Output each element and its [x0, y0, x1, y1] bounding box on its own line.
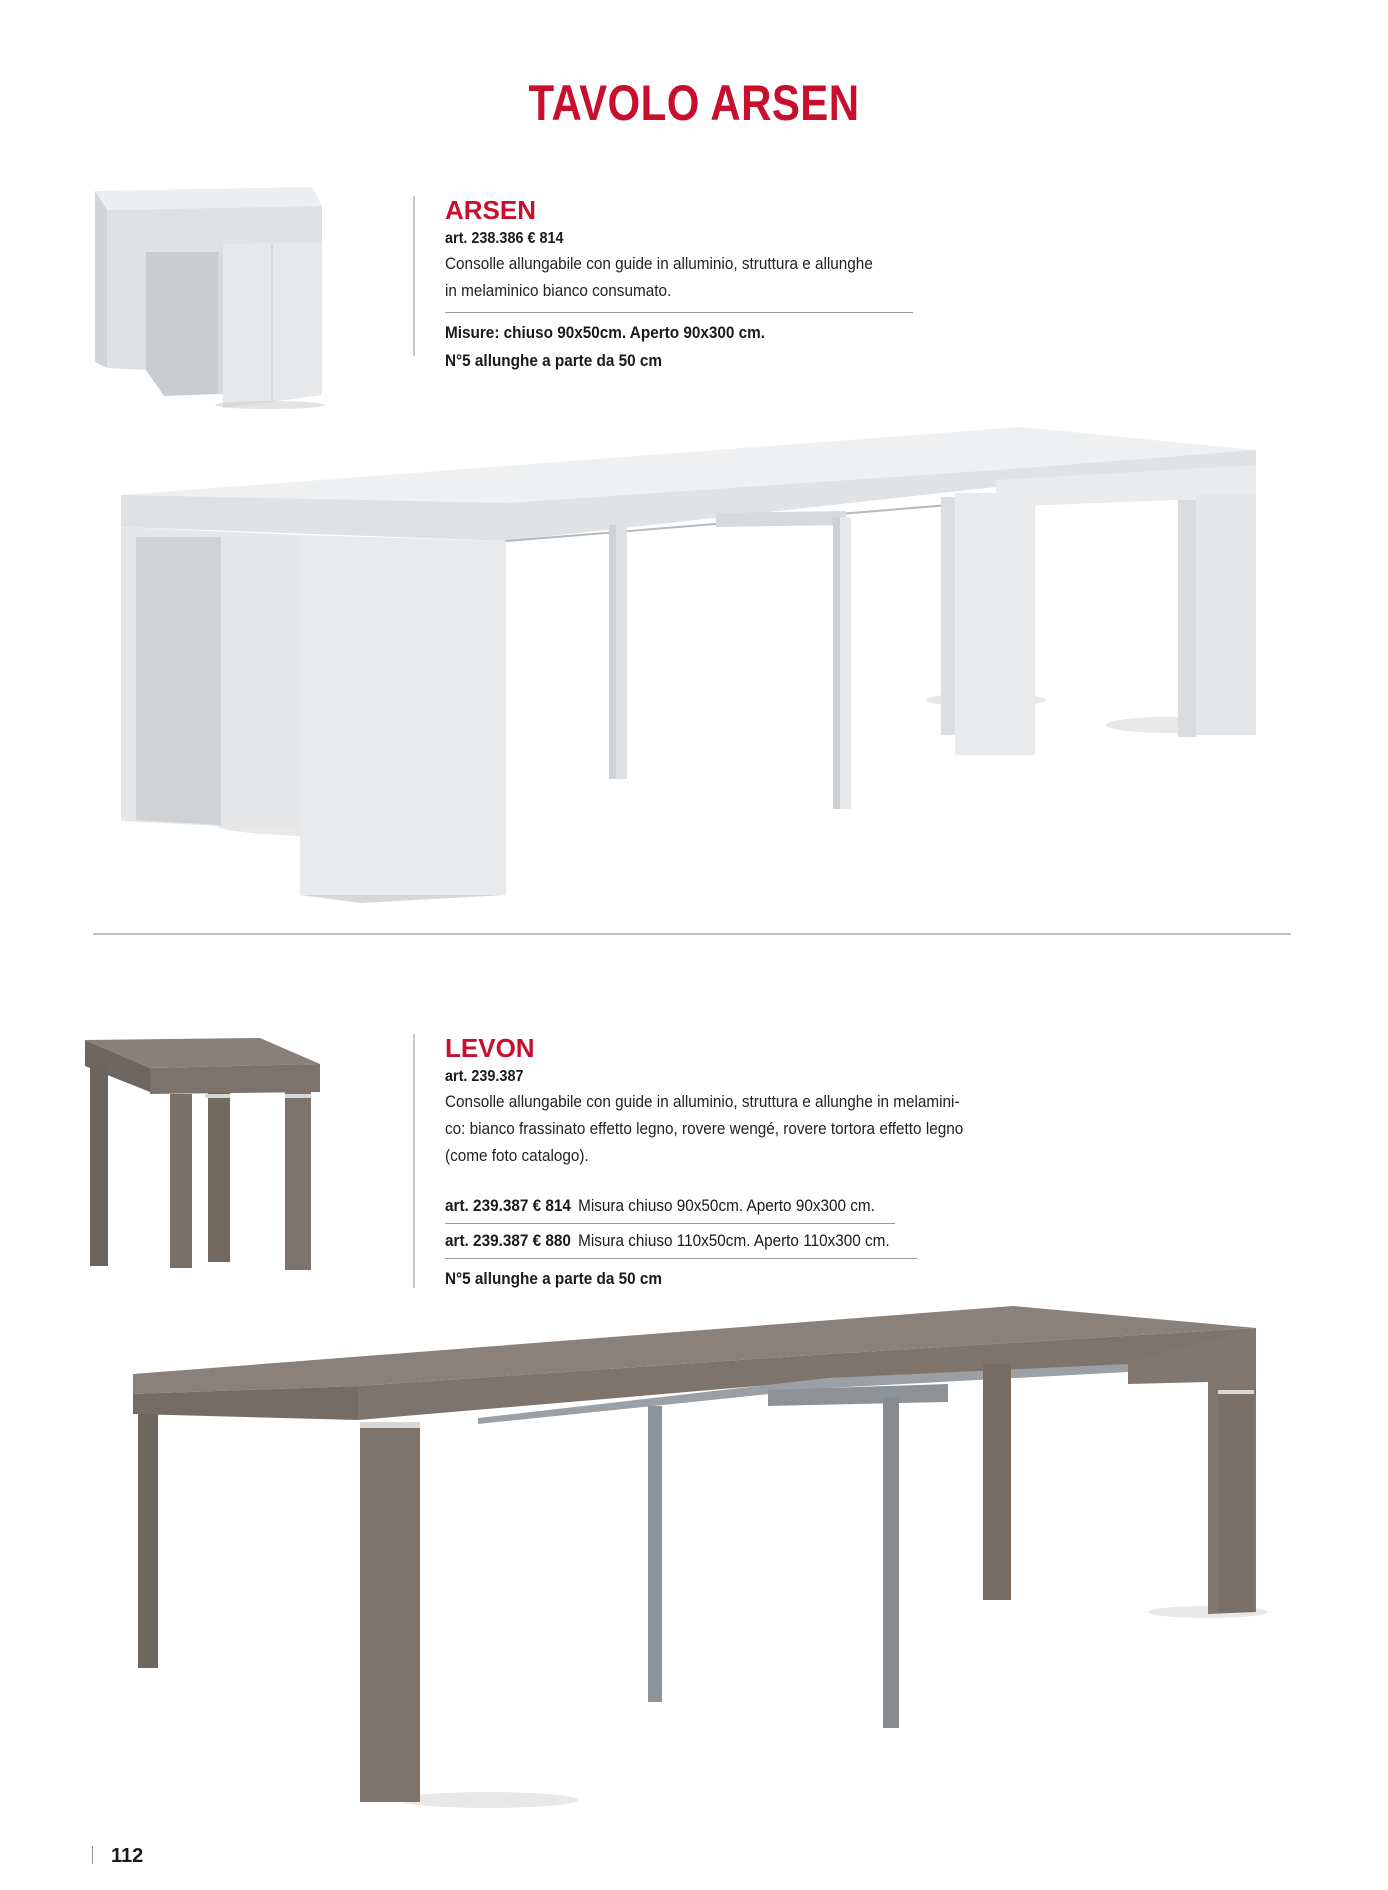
product-name: ARSEN	[445, 195, 537, 225]
page-number-rule	[92, 1846, 93, 1864]
description-line: in melaminico bianco consumato.	[445, 277, 913, 313]
page-number-text: 112	[111, 1845, 144, 1867]
description-line: (come foto catalogo).	[445, 1146, 589, 1165]
variant-code: art. 239.387 € 814	[445, 1196, 571, 1215]
arsen-product-info	[413, 195, 955, 370]
dimensions-spec: Misure: chiuso 90x50cm. Aperto 90x300 cm.	[445, 323, 766, 342]
arsen-closed-image	[90, 184, 330, 414]
description-line: co: bianco frassinato effetto legno, rovere wengé, rovere tortora effetto legno	[445, 1119, 964, 1138]
description-line: Consolle allungabile con guide in alluminio, struttura e allunghe in melamini-	[445, 1092, 960, 1111]
product-art-number: art. 239.387	[445, 1068, 524, 1085]
variant-code: art. 239.387 € 880	[445, 1231, 571, 1250]
page-number	[92, 1845, 143, 1868]
levon-product-info	[413, 1034, 1045, 1288]
variant-row	[445, 1224, 918, 1259]
description-line: Consolle allungabile con guide in alluminio, struttura e allunghe	[445, 254, 873, 273]
extensions-spec: N°5 allunghe a parte da 50 cm	[445, 351, 662, 370]
section-divider	[93, 933, 1291, 935]
variant-text: Misura chiuso 90x50cm. Aperto 90x300 cm.	[578, 1196, 875, 1215]
variant-row	[445, 1189, 895, 1224]
arsen-extended-image	[116, 425, 1276, 915]
variant-text: Misura chiuso 110x50cm. Aperto 110x300 cm.	[578, 1231, 890, 1250]
product-name: LEVON	[445, 1033, 535, 1063]
product-art-number: art. 238.386 € 814	[445, 230, 564, 247]
page-title: TAVOLO ARSEN	[528, 75, 860, 131]
levon-extended-image	[128, 1302, 1268, 1832]
levon-closed-image	[80, 1036, 330, 1276]
extensions-spec: N°5 allunghe a parte da 50 cm	[445, 1269, 662, 1288]
